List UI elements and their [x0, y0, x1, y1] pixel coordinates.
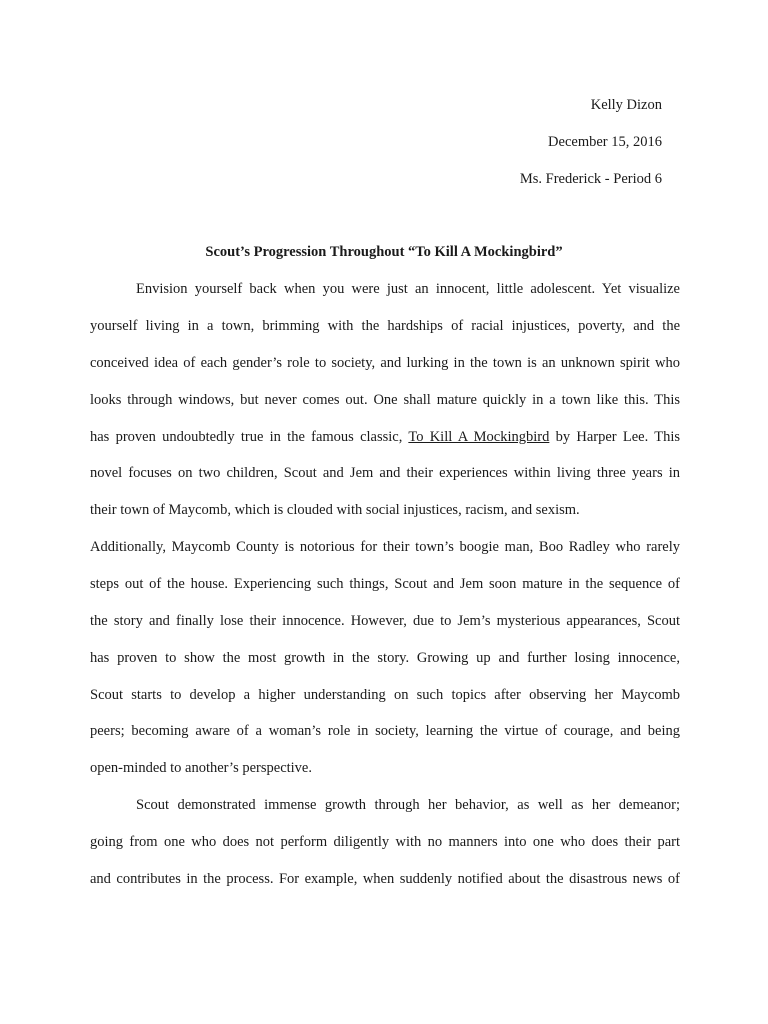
body-line: open-minded to another’s perspective. — [90, 760, 312, 776]
body-line: Scout starts to develop a higher understanding on such topics after observing her Maycomb — [90, 687, 680, 703]
author-name: Kelly Dizon — [590, 97, 662, 113]
essay-title: Scout’s Progression Throughout “To Kill A Mockingbird” — [205, 244, 563, 260]
book-title-underlined: To Kill A Mockingbird — [408, 429, 550, 445]
body-line: looks through windows, but never comes out. One shall mature quickly in a town like this. This — [90, 392, 680, 408]
body-text: has proven undoubtedly true in the famous classic, — [90, 429, 409, 445]
body-line: Additionally, Maycomb County is notorious for their town’s boogie man, Boo Radley who rarely — [90, 539, 680, 555]
body-line: going from one who does not perform diligently with no manners into one who does their part — [90, 834, 680, 850]
body-line — [90, 428, 680, 446]
body-line: novel focuses on two children, Scout and Jem and their experiences within living three years in — [90, 465, 680, 481]
body-line: and contributes in the process. For example, when suddenly notified about the disastrous news of — [90, 871, 680, 887]
body-line: their town of Maycomb, which is clouded with social injustices, racism, and sexism. — [90, 502, 580, 518]
body-line: Envision yourself back when you were just an innocent, little adolescent. Yet visualize — [136, 281, 680, 297]
essay-date: December 15, 2016 — [548, 134, 662, 150]
body-line: the story and finally lose their innocence. However, due to Jem’s mysterious appearances, Scout — [90, 613, 680, 629]
body-line: steps out of the house. Experiencing such things, Scout and Jem soon mature in the sequence of — [90, 576, 680, 592]
teacher-period: Ms. Frederick - Period 6 — [519, 171, 662, 187]
body-line: Scout demonstrated immense growth through her behavior, as well as her demeanor; — [136, 797, 680, 813]
body-line: has proven to show the most growth in the story. Growing up and further losing innocence, — [90, 650, 680, 666]
body-line: conceived idea of each gender’s role to society, and lurking in the town is an unknown spirit who — [90, 355, 680, 371]
body-line: yourself living in a town, brimming with the hardships of racial injustices, poverty, and the — [90, 318, 680, 334]
body-line: peers; becoming aware of a woman’s role in society, learning the virtue of courage, and being — [90, 723, 680, 739]
body-text: by Harper Lee. This — [549, 429, 680, 445]
